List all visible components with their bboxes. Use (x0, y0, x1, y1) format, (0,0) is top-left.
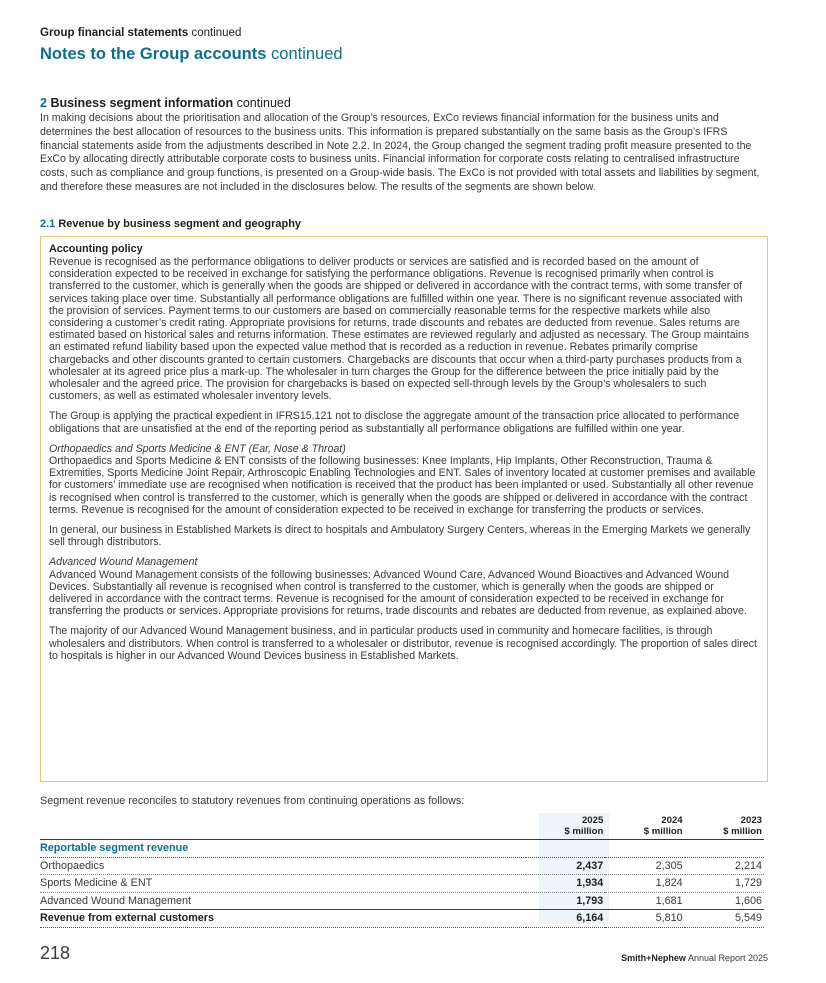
subsection-title: Revenue by business segment and geography (58, 218, 302, 230)
policy-paragraph: The majority of our Advanced Wound Management business, and in particular products used in community and homecare facilities, is through wholesalers and distributors. When control is transferred to a wholesaler or distributor, revenue is recognised accordingly. The proportion of sales direct to hospitals is higher in our Advanced Wound Devices business in Established Markets. (49, 625, 757, 662)
policy-subheading: Advanced Wound Management (49, 556, 198, 569)
column-year: 2024 (661, 815, 683, 826)
section-heading (40, 96, 291, 110)
column-unit: $ million (723, 826, 762, 837)
table-row (40, 892, 764, 910)
breadcrumb-title: Group financial statements (40, 27, 189, 39)
table-group-row (40, 840, 764, 858)
breadcrumb-continued: continued (191, 27, 242, 39)
value-2025: 2,437 (526, 857, 605, 875)
table-row (40, 857, 764, 875)
group-label: Reportable segment revenue (40, 840, 764, 858)
column-header-2023 (685, 815, 764, 840)
policy-subheading: Orthopaedics and Sports Medicine & ENT (Ear, Nose & Throat) (49, 442, 346, 455)
policy-heading: Accounting policy (49, 243, 143, 255)
value-2024: 1,824 (605, 875, 684, 893)
total-2025: 6,164 (526, 910, 605, 928)
policy-paragraph: Revenue is recognised as the performance obligations to deliver products or services are satisfied and is recorded based on the amount of consideration expected to be received in exchange for satisfying the performance obligations. Revenue is recognised primarily when control is transferred to the customer, which is generally when the goods are shipped or delivered in accordance with the contract terms, with some transfer of services taking place over time. Substantially all performance obligations are fulfilled within one year. There is no significant revenue associated with the provision of services. Payment terms to our customers are based on commercially reasonable terms for the respective markets while also considering a customer’s credit rating. Appropriate provisions for returns, trade discounts and rebates are deducted from revenue. Sales returns are estimated based on historical sales and returns information. These estimates are reviewed regularly and adjusted as necessary. The Group maintains an estimated refund liability based upon the expected value method that is recorded as a reduction in revenue. Rebates primarily comprise chargebacks and other discounts granted to certain customers. Chargebacks are discounts that occur when a third-party purchases products from a wholesaler at its agreed price plus a mark-up. The wholesaler in turn charges the Group for the difference between the price initially paid by the wholesaler and the agreed price. The provision for chargebacks is based on expected sell-through levels by the Group’s wholesalers to such customers, as well as estimated wholesaler inventory levels. (49, 256, 750, 403)
value-2023: 2,214 (685, 857, 764, 875)
column-unit: $ million (564, 826, 604, 837)
total-2023: 5,549 (685, 910, 764, 928)
column-unit: $ million (643, 826, 683, 837)
value-2024: 2,305 (605, 857, 684, 875)
value-2024: 1,681 (605, 892, 684, 910)
reconcile-text: Segment revenue reconciles to statutory revenues from continuing operations as follows: (40, 795, 465, 807)
policy-paragraph: Orthopaedics and Sports Medicine & ENT consists of the following businesses: Knee Implants, Hip Implants, Other Reconstruction, Trauma & Extremities, Sports Medicine Joint Repair, Arthroscopic Enabling Technologies and ENT. Sales of inventory located at customer premises and available for customers’ immediate use are recognised when notification is received that the product has been implanted or used. Substantially all other revenue is recognised when control is transferred to the customer, which is generally when the goods are shipped or delivered in accordance with the contract terms. Revenue is recognised for the amount of consideration expected to be received in exchange for transferring the products or services. (49, 455, 756, 516)
page-title (40, 45, 343, 64)
page-title-text: Notes to the Group accounts (40, 45, 267, 63)
section-number: 2 (40, 96, 47, 110)
row-label: Sports Medicine & ENT (40, 875, 526, 893)
column-header-2025 (526, 815, 605, 840)
policy-paragraph: The Group is applying the practical expedient in IFRS15.121 not to disclose the aggregate amount of the transaction price allocated to performance obligations that are unsatisfied at the end of the reporting period as substantially all performance obligations are fulfilled within one year. (49, 410, 740, 435)
value-2023: 1,606 (685, 892, 764, 910)
row-label: Orthopaedics (40, 857, 526, 875)
section-continued: continued (236, 96, 291, 110)
accounting-policy-box (40, 236, 768, 782)
value-2025: 1,793 (526, 892, 605, 910)
policy-paragraph: In general, our business in Established Markets is direct to hospitals and Ambulatory Surgery Centers, whereas in the Emerging Markets we generally sell through distributors. (49, 524, 751, 549)
table-total-row (40, 910, 764, 928)
segment-revenue-table (40, 815, 764, 928)
section-title: Business segment information (50, 96, 234, 110)
value-2025: 1,934 (526, 875, 605, 893)
column-year: 2025 (581, 815, 604, 826)
total-label: Revenue from external customers (40, 910, 526, 928)
table-header-label (40, 815, 526, 840)
value-2023: 1,729 (685, 875, 764, 893)
table-row (40, 875, 764, 893)
column-header-2024 (605, 815, 684, 840)
policy-paragraph: Advanced Wound Management consists of the following businesses: Advanced Wound Care, Advanced Wound Bioactives and Advanced Wound Devices. Substantially all revenue is recognised when control is transferred to the customer, which is generally when the goods are shipped or delivered in accordance with the contract terms. Revenue is recognised for the amount of consideration expected to be received in exchange for transferring the products or services. Appropriate provisions for returns, trade discounts and rebates are deducted from revenue, as explained above. (49, 568, 747, 618)
page-number: 218 (40, 943, 71, 963)
row-label: Advanced Wound Management (40, 892, 526, 910)
page-title-continued: continued (271, 45, 343, 63)
table-header-row (40, 815, 764, 840)
report-name: Annual Report 2025 (687, 953, 768, 963)
column-year: 2023 (740, 815, 762, 826)
subsection-number: 2.1 (40, 218, 56, 230)
brand-name: Smith+Nephew (621, 953, 686, 963)
report-footer (621, 953, 768, 963)
section-breadcrumb (40, 27, 241, 39)
section-intro: In making decisions about the prioritisation and allocation of the Group’s resources, ExCo reviews financial information for the business units and determines the best allocation of resources to the business units. This information is prepared substantially on the same basis as the Group’s IFRS financial statements aside from the adjustments described in Note 2.2. In 2024, the Group changed the segment trading profit measure presented to the ExCo by allocating directly attributable corporate costs to business units. Financial information for corporate costs relating to centralised infrastructure costs, such as compliance and group functions, is presented on a Group-wide basis. The ExCo is not provided with total assets and liabilities by segment, and therefore these measures are not included in the disclosures below. The results of the segments are shown below. (40, 112, 760, 193)
subsection-heading (40, 218, 301, 230)
total-2024: 5,810 (605, 910, 684, 928)
